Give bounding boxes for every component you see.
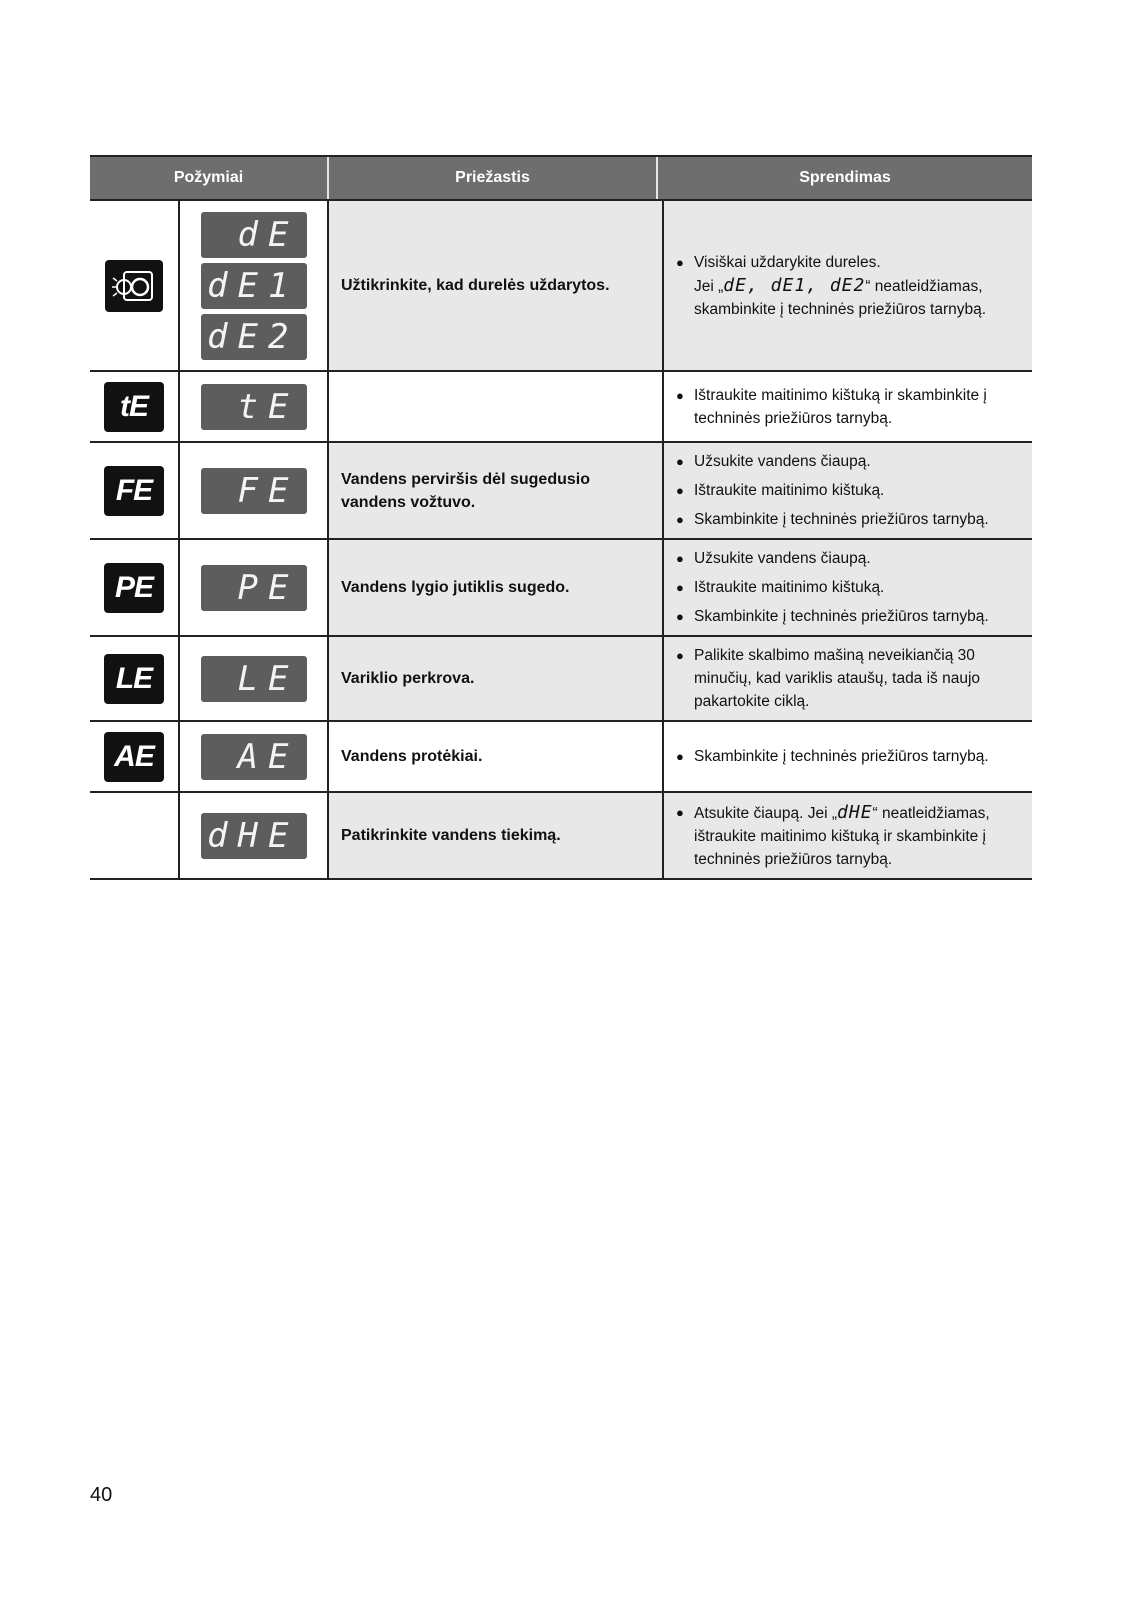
solution-cell	[664, 722, 1032, 791]
list-item: ● Skambinkite į techninės priežiūros tarnybą.	[676, 508, 1022, 531]
bullet-icon: ●	[676, 648, 684, 663]
bullet-icon: ●	[676, 551, 684, 566]
lcd-display: LE	[201, 656, 307, 702]
lcd-display: dE1	[201, 263, 307, 309]
list-item: ● Užsukite vandens čiaupą.	[676, 450, 1022, 473]
lcd-display: tE	[201, 384, 307, 430]
table-header	[90, 157, 1032, 201]
cause-text: Vandens lygio jutiklis sugedo.	[329, 540, 664, 635]
table-row	[90, 722, 1032, 793]
header-symptoms: Požymiai	[90, 157, 329, 199]
row-icon-cell	[90, 540, 180, 635]
door-icon	[105, 260, 163, 312]
error-codes: dHE	[837, 801, 873, 823]
list-item: ● Skambinkite į techninės priežiūros tarnybą.	[676, 605, 1022, 628]
row-icon-cell	[90, 793, 180, 878]
table-row	[90, 637, 1032, 722]
row-icon-cell	[90, 637, 180, 720]
bullet-icon: ●	[676, 804, 684, 820]
error-badge-icon: FE	[104, 466, 164, 516]
lcd-display: FE	[201, 468, 307, 514]
bullet-icon: ●	[676, 749, 684, 764]
solution-cell	[664, 793, 1032, 878]
lcd-display: dE2	[201, 314, 307, 360]
solution-cell	[664, 201, 1032, 370]
row-icon-cell	[90, 722, 180, 791]
row-icon-cell	[90, 372, 180, 441]
row-icon-cell	[90, 201, 180, 370]
solution-cell	[664, 637, 1032, 720]
bullet-icon: ●	[676, 609, 684, 624]
table-row	[90, 372, 1032, 443]
error-badge-icon: AE	[104, 732, 164, 782]
solution-text: Jei „	[694, 277, 724, 295]
lcd-display: AE	[201, 734, 307, 780]
list-item	[676, 251, 1022, 321]
list-item: ● Palikite skalbimo mašiną neveikiančią 30 minučių, kad variklis ataušų, tada iš naujo pakartokite ciklą.	[676, 644, 1022, 713]
bullet-icon: ●	[676, 483, 684, 498]
error-badge-icon: PE	[104, 563, 164, 613]
solution-text: “ neatleidžiamas, ištraukite maitinimo kištuką ir skambinkite į techninės priežiūros tarnybą.	[694, 804, 990, 868]
bullet-icon: ●	[676, 387, 684, 403]
lcd-display: dE	[201, 212, 307, 258]
row-display-cell	[180, 201, 329, 370]
table-row	[90, 443, 1032, 540]
cause-text: Vandens perviršis dėl sugedusio vandens vožtuvo.	[329, 443, 664, 538]
row-display-cell	[180, 722, 329, 791]
list-item	[676, 801, 1022, 871]
solution-cell	[664, 443, 1032, 538]
error-badge-icon: LE	[104, 654, 164, 704]
solution-text: skambinkite į techninės priežiūros tarnybą.	[694, 300, 987, 318]
cause-text	[329, 372, 664, 441]
list-item: ● Skambinkite į techninės priežiūros tarnybą.	[676, 745, 1022, 768]
bullet-icon: ●	[676, 580, 684, 595]
cause-text: Vandens protėkiai.	[329, 722, 664, 791]
header-cause: Priežastis	[329, 157, 658, 199]
solution-text: Visiškai uždarykite dureles.	[694, 253, 881, 271]
solution-cell	[664, 372, 1032, 441]
row-display-cell	[180, 540, 329, 635]
list-item: ● Ištraukite maitinimo kištuką ir skambinkite į techninės priežiūros tarnybą.	[676, 384, 1022, 430]
bullet-icon: ●	[676, 454, 684, 469]
bullet-icon: ●	[676, 254, 684, 270]
row-icon-cell	[90, 443, 180, 538]
row-display-cell	[180, 372, 329, 441]
list-item: ● Užsukite vandens čiaupą.	[676, 547, 1022, 570]
table-row	[90, 793, 1032, 880]
error-codes: dE, dE1, dE2	[723, 274, 866, 296]
header-solution: Sprendimas	[799, 169, 891, 186]
page-number: 40	[90, 1484, 113, 1506]
cause-text: Užtikrinkite, kad durelės uždarytos.	[329, 201, 664, 370]
list-item: ● Ištraukite maitinimo kištuką.	[676, 479, 1022, 502]
bullet-icon: ●	[676, 512, 684, 527]
lcd-display: PE	[201, 565, 307, 611]
cause-text: Patikrinkite vandens tiekimą.	[329, 793, 664, 878]
error-badge-icon: tE	[104, 382, 164, 432]
lcd-display: dHE	[201, 813, 307, 859]
cause-text: Variklio perkrova.	[329, 637, 664, 720]
troubleshooting-table	[90, 155, 1032, 880]
solution-text: “ neatleidžiamas,	[865, 277, 983, 295]
row-display-cell	[180, 637, 329, 720]
solution-text: Atsukite čiaupą. Jei „	[694, 804, 838, 822]
list-item: ● Ištraukite maitinimo kištuką.	[676, 576, 1022, 599]
table-row	[90, 201, 1032, 372]
row-display-cell	[180, 793, 329, 878]
row-display-cell	[180, 443, 329, 538]
table-row	[90, 540, 1032, 637]
solution-cell	[664, 540, 1032, 635]
